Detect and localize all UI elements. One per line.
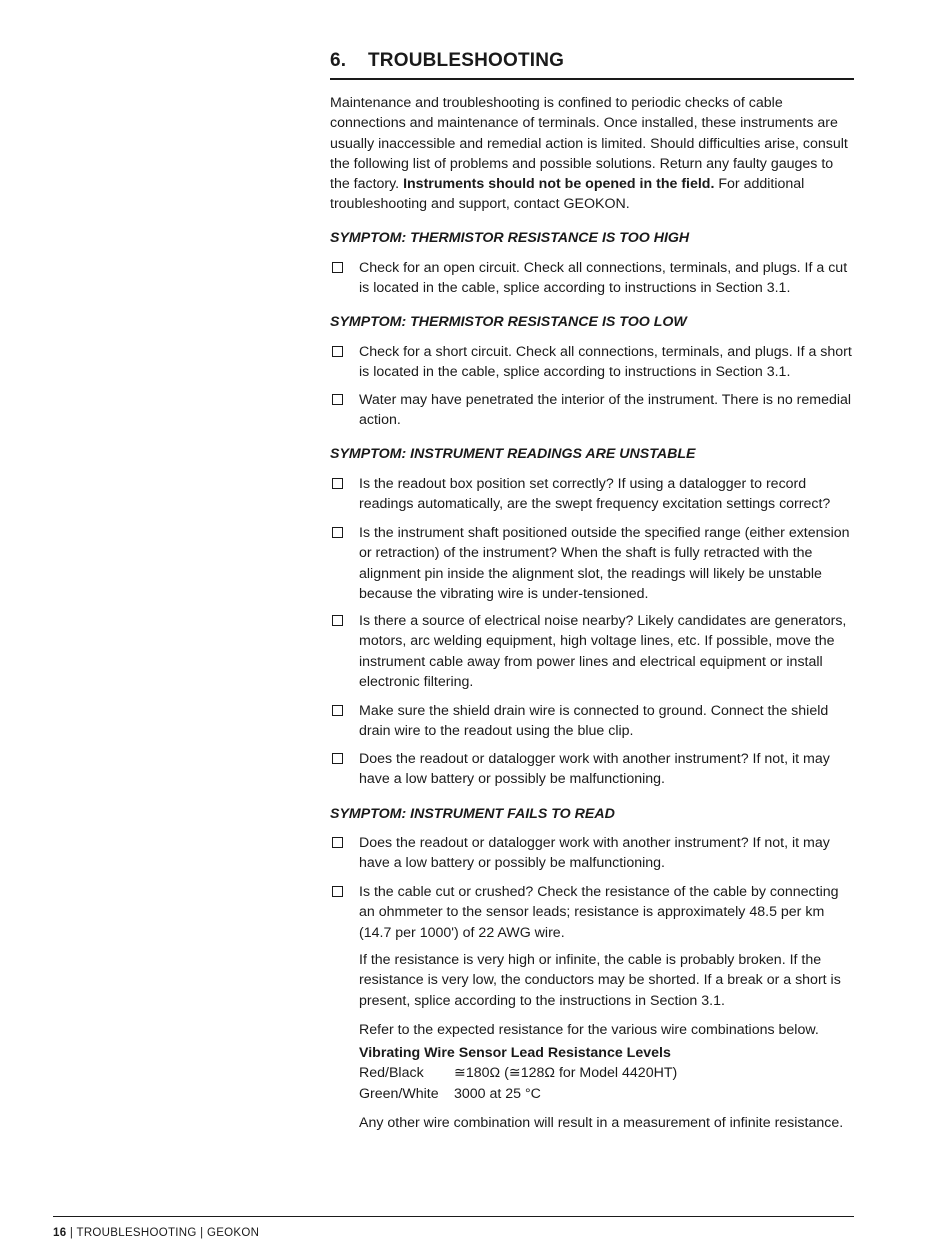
list-item-text: Is the cable cut or crushed? Check the resistance of the cable by connecting an ohmmeter to the sensor leads; resistance is approximately 48.5 per km (14.7 per 1000') of 22 AWG wire. [359,884,839,941]
footer-separator: | [200,1227,204,1239]
paragraph: Any other wire combination will result in a measurement of infinite resistance. [359,1115,844,1131]
footer-brand: GEOKON [206,1227,260,1239]
checkbox-icon [332,886,343,897]
list-item-text: Does the readout or datalogger work with another instrument? If not, it may have a low battery or possibly be malfunctioning. [359,835,830,872]
list-item [330,882,854,943]
table-cell-wires: Red/Black [359,1065,424,1082]
table-row [359,1063,854,1083]
list-item-text: Water may have penetrated the interior of the instrument. There is no remedial action. [359,392,852,429]
list-item-text: Is the instrument shaft positioned outside the specified range (either extension or retraction) of the instrument? When the shaft is fully retracted with the alignment pin inside the alignment slot, the readings will likely be unstable because the vibrating wire is under-tensioned. [359,525,850,602]
checkbox-icon [332,527,343,538]
list-item-text: Check for an open circuit. Check all connections, terminals, and plugs. If a cut is located in the cable, splice according to instructions in Section 3.1. [359,260,848,297]
list-item [330,342,854,383]
symptom-heading: SYMPTOM: INSTRUMENT FAILS TO READ [330,806,615,822]
list-item [330,390,854,431]
checkbox-icon [332,262,343,273]
intro-contact: For additional troubleshooting and support, contact GEOKON. [330,176,805,213]
checkbox-icon [332,478,343,489]
intro-text: Maintenance and troubleshooting is confined to periodic checks of cable connections and maintenance of terminals. Once installed, these instruments are usually inaccessible and remedial action is limited. Should difficulties arise, consult the following list of problems and possible solutions. Return any faulty gauges to the factory. [330,95,848,193]
section-title [330,50,854,80]
checkbox-icon [332,394,343,405]
table-title: Vibrating Wire Sensor Lead Resistance Levels [359,1045,671,1061]
checkbox-icon [332,615,343,626]
table-cell-value: 3000 at 25 °C [454,1085,541,1102]
symptom-heading: SYMPTOM: INSTRUMENT READINGS ARE UNSTABLE [330,446,696,462]
checkbox-icon [332,346,343,357]
footer-separator: | [69,1227,74,1239]
list-item [330,833,854,874]
list-item-text: Check for a short circuit. Check all connections, terminals, and plugs. If a short is located in the cable, splice according to instructions in Section 3.1. [359,344,852,381]
page-footer [53,1227,259,1239]
footer-section: TROUBLESHOOTING [76,1227,197,1239]
symptom-heading: SYMPTOM: THERMISTOR RESISTANCE IS TOO HIGH [330,230,690,246]
intro-paragraph [330,93,854,215]
resistance-table [359,1043,854,1104]
list-item [330,611,854,692]
list-item [330,749,854,790]
list-item-text: Is the readout box position set correctly? If using a datalogger to record readings automatically, are the swept frequency excitation settings correct? [359,476,831,513]
checkbox-icon [332,837,343,848]
intro-warning: Instruments should not be opened in the field. [403,176,715,193]
list-item-text: Is there a source of electrical noise nearby? Likely candidates are generators, motors, arc welding equipment, high voltage lines, etc. If possible, move the instrument cable away from power lines and electrical equipment or install electronic filtering. [359,613,847,690]
table-cell-wires: Green/White [359,1085,439,1102]
list-item-text: Make sure the shield drain wire is connected to ground. Connect the shield drain wire to the readout using the blue clip. [359,703,829,740]
page-number: 16 [53,1227,67,1239]
list-item [330,523,854,604]
paragraph: If the resistance is very high or infinite, the cable is probably broken. If the resistance is very low, the conductors may be shorted. If a break or a short is present, splice according to the instructions in Section 3.1. [359,952,841,1009]
checkbox-icon [332,705,343,716]
section-number: 6. [330,50,347,71]
footer-divider [53,1216,854,1217]
section-heading: TROUBLESHOOTING [368,50,565,71]
list-item [330,258,854,299]
symptom-heading: SYMPTOM: THERMISTOR RESISTANCE IS TOO LOW [330,314,687,330]
checkbox-icon [332,753,343,764]
table-cell-value: ≅180Ω (≅128Ω for Model 4420HT) [454,1065,678,1082]
table-row [359,1084,854,1104]
list-item-text: Does the readout or datalogger work with another instrument? If not, it may have a low battery or possibly be malfunctioning. [359,751,830,788]
paragraph: Refer to the expected resistance for the various wire combinations below. [359,1022,819,1038]
list-item [330,474,854,515]
list-item [330,701,854,742]
